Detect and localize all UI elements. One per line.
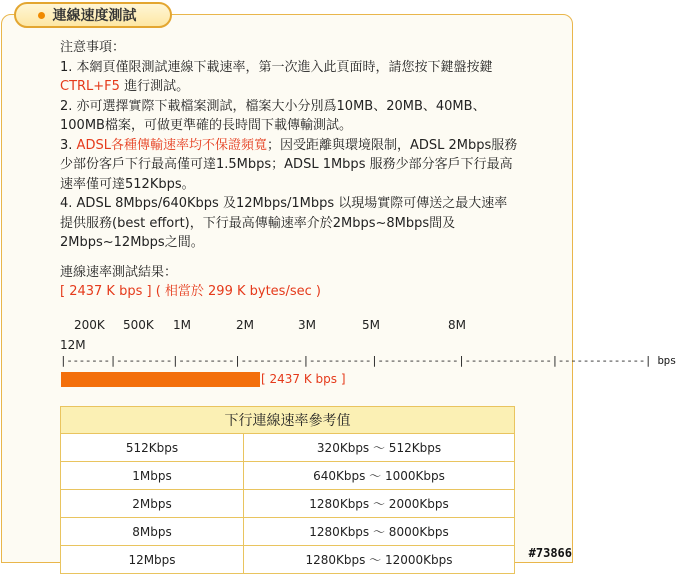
scale-label: 1M xyxy=(173,318,191,332)
scale-label-12m: 12M xyxy=(60,338,86,352)
scale-label: 8M xyxy=(448,318,466,332)
scale-label: 2M xyxy=(236,318,254,332)
scale-label: 200K xyxy=(74,318,105,332)
table-row xyxy=(61,490,515,518)
table-title: 下行連線速率參考值 xyxy=(61,407,515,434)
section-tab xyxy=(14,2,172,28)
table-cell: 8Mbps xyxy=(61,518,244,546)
notice-item-1: 1. 本網頁僅限測試連線下載速率，第一次進入此頁面時，請您按下鍵盤按鍵 CTRL+F5 進行測試。 xyxy=(60,59,493,94)
notice-heading: 注意事項： xyxy=(60,40,126,55)
table-row xyxy=(61,462,515,490)
table-cell: 1Mbps xyxy=(61,462,244,490)
speed-bar-label: [ 2437 K bps ] xyxy=(261,372,346,386)
warning-text: ADSL各種傳輸速率均不保證頻寬 xyxy=(76,137,267,153)
result-heading: 連線速率測試結果： xyxy=(60,264,178,280)
scale-label: 3M xyxy=(298,318,316,332)
table-cell: 512Kbps xyxy=(61,434,244,462)
table-cell: 320Kbps ～ 512Kbps xyxy=(244,434,515,462)
table-row xyxy=(61,546,515,574)
table-cell: 640Kbps ～ 1000Kbps xyxy=(244,462,515,490)
table-cell: 1280Kbps ～ 8000Kbps xyxy=(244,518,515,546)
speed-bar xyxy=(61,372,260,387)
table-cell: 1280Kbps ～ 2000Kbps xyxy=(244,490,515,518)
scale-ruler: |-------|---------|---------|----------|----------|-------------|--------------|--------------| bps xyxy=(60,354,676,367)
notice-item-2: 2. 亦可選擇實際下載檔案測試，檔案大小分別爲10MB、20MB、40MB、100MB檔案，可做更準確的長時間下載傳輸測試。 xyxy=(60,98,486,133)
bullet-dot-icon xyxy=(38,12,45,19)
table-cell: 1280Kbps ～ 12000Kbps xyxy=(244,546,515,574)
notice-section xyxy=(60,38,520,302)
table-row xyxy=(61,518,515,546)
watermark: #73866 xyxy=(528,546,572,560)
scale-label: 5M xyxy=(362,318,380,332)
scale-label: 500K xyxy=(123,318,154,332)
table-row xyxy=(61,434,515,462)
notice-item-4: 4. ADSL 8Mbps/640Kbps 及12Mbps/1Mbps 以現場實際可傳送之最大速率提供服務(best effort)，下行最高傳輸速率介於2Mbps~8Mbps間及2Mbps~12Mbps之間。 xyxy=(60,196,508,250)
key-combo: CTRL+F5 xyxy=(60,79,120,94)
page-title: 連線速度測試 xyxy=(52,8,137,24)
table-cell: 2Mbps xyxy=(61,490,244,518)
result-value: [ 2437 K bps ] ( 相當於 299 K bytes/sec ) xyxy=(60,284,321,299)
table-cell: 12Mbps xyxy=(61,546,244,574)
notice-item-3: 3. ADSL各種傳輸速率均不保證頻寬；因受距離與環境限制，ADSL 2Mbps服務少部份客戶下行最高僅可達1.5Mbps；ADSL 1Mbps 服務少部分客戶下行最高速率僅可達512Kbps。 xyxy=(60,137,518,192)
reference-table xyxy=(60,406,515,574)
